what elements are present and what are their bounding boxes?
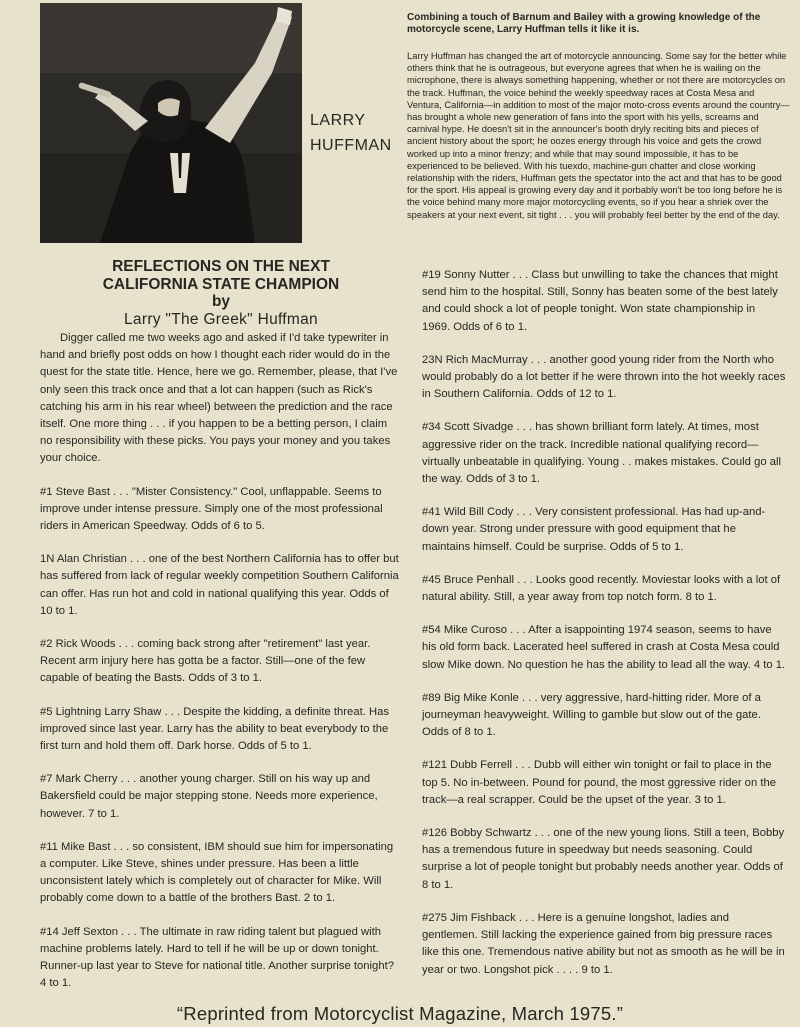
rider-entry: #41 Wild Bill Cody . . . Very consistent professional. Has had up-and-down year. Strong under pressure with good equipment that he maintains himself. Could be surprise. Odds of 5 to 1. [422,506,766,553]
rider-entry: #126 Bobby Schwartz . . . one of the new young lions. Still a teen, Bobby has a tremendous future in speedway but needs seasoning. Could surprise a lot of people tonight but probably needs another year. Odds of 8 to 1. [422,827,785,891]
rider-entry: 23N Rich MacMurray . . . another good young rider from the North who would probably do a lot better if he were thrown into the hot weekly races in Southern California. Odds of 12 to 1. [422,353,786,401]
reprint-credit: “Reprinted from Motorcyclist Magazine, March 1975.” [176,1003,624,1024]
article-title-block [40,258,402,328]
rider-entry: #7 Mark Cherry . . . another young charger. Still on his way up and Bakersfield could be major stepping stone. Needs more experience, however. 7 to 1. [40,773,378,820]
rider-entry: #11 Mike Bast . . . so consistent, IBM should sue him for impersonating a computer. Like Steve, shines under pressure. Has been a little unconsistent lately which is completely out of character for Mike. Will probably come down to a battle of the brothers Bast. 2 to 1. [40,840,394,905]
rider-entry: #14 Jeff Sexton . . . The ultimate in raw riding talent but plagued with machine problems lately. Hard to tell if he will be up or down tonight. Runner-up last year to Steve for national title. Another surprise tonight? 4 to 1. [40,925,394,990]
article-intro-paragraph: Digger called me two weeks ago and asked if I'd take typewriter in hand and briefly post odds on how I thought each rider would do in the quest for the state title. Hence, here we go. Remember, please, that I've only seen this track once and that a lot can happen (such as Rick's catching his arm in his rear wheel) between the prediction and the race itself. One more thing . . . if you happen to be a betting person, I claim no responsibility with these picks. You pays your money and you takes your choice. [40,332,398,465]
rider-entry: #121 Dubb Ferrell . . . Dubb will either win tonight or fail to place in the top 5. No in-between. Pound for pound, the most ggressive rider on the track—a real scrapper. Could be the upset of the year. 3 to 1. [422,759,776,806]
caption-line-2: HUFFMAN [310,137,392,154]
intro-body: Larry Huffman has changed the art of motorcycle announcing. Some say for the better while others think that he is outrageous, but everyone agrees that when he is wailing on the microphone, there is always something happening, whether or not there are motorcycles on the track. Huffman, the voice behind the weekly speedway races at Costa Mesa and Ventura, California—in addition to most of the major moto-cross events around the country—has brought a whole new generation of fans into the sport with his yells, screams and carnival hype. He doesn't sit in the announcer's booth dryly reciting bits and pieces of ancient history about the sport; he oozes energy through his voice and gets the crowd worked up into a minor frenzy; and while that may sound impossible, it has to be experienced to be believed. With his tuexdo, machine-gun chatter and close working relationship with the riders, Huffman gets the spectator into the act and that has to be good for the sport. His appeal is growing every day and it porbably won't be too long before he is the voice behind many more major motorcycling events, so if you hear a shriek over the speakers at your next event, sit tight . . . you will probably feel better by the end of the day. [407,51,790,220]
rider-entry: #54 Mike Curoso . . . After a isappointing 1974 season, seems to have his old form back. Lacerated heel suffered in crash at Costa Mesa could slow Mike down. No question he has the ability to lead all the way. 4 to 1. [422,624,786,671]
article-title-line-2: CALIFORNIA STATE CHAMPION [102,275,340,293]
byline-by: by [211,293,231,310]
rider-entry: #5 Lightning Larry Shaw . . . Despite the kidding, a definite threat. Has improved since last year. Larry has the ability to beat everybody to the first turn and hold them off. Dark horse. Odds of 5 to 1. [40,705,389,753]
rider-entry: #45 Bruce Penhall . . . Looks good recently. Moviestar looks with a lot of natural ability. Still, a year away from top notch form. 8 to 1. [422,573,781,604]
rider-entry: 1N Alan Christian . . . one of the best Northern California has to offer but has suffered from lack of regular weekly competition Southern California can offer. Has run hot and cold in national qualifying this year. Odds of 10 to 1. [40,553,399,617]
right-column [422,267,786,995]
rider-entry: #19 Sonny Nutter . . . Class but unwilling to take the chances that might send him to the hospital. Still, Sonny has beaten some of the best lately and could shock a lot of people tonight. Won state championship in 1969. Odds of 6 to 1. [422,269,778,333]
announcer-photo [40,3,302,243]
rider-entry: #275 Jim Fishback . . . Here is a genuine longshot, ladies and gentlemen. Still lacking the experience gained from big pressure races like this one. Tremendous native ability but not as smooth as he will be in year or two. Longshot pick . . . . 9 to 1. [422,911,785,976]
caption-line-1: LARRY [310,112,366,129]
rider-entry: #1 Steve Bast . . . "Mister Consistency." Cool, unflappable. Seems to improve under intense pressure. Simply one of the most professional riders in American Speedway. Odds of 6 to 5. [40,485,383,533]
rider-entry: #89 Big Mike Konle . . . very aggressive, hard-hitting rider. More of a journeyman heavyweight. Willing to gamble but slow out of the gate. Odds of 8 to 1. [422,691,761,739]
rider-entry: #2 Rick Woods . . . coming back strong after "retirement" last year. Recent arm injury here has gotta be a factor. Still—one of the few capable of beating the Basts. Odds of 3 to 1. [40,638,371,685]
left-column [40,330,402,1009]
rider-entry: #34 Scott Sivadge . . . has shown brilliant form lately. At times, most aggressive rider on the track. Incredible national qualifying record—virtually unbeatable in qualifying. Young . . makes mistakes. Could go all the way. Odds of 3 to 1. [422,421,781,486]
byline-author: Larry "The Greek" Huffman [124,310,318,328]
photo-caption [310,108,390,158]
intro-deck: Combining a touch of Barnum and Bailey with a growing knowledge of the motorcycle scene, Larry Huffman tells it like it is. [407,12,761,35]
article-title-line-1: REFLECTIONS ON THE NEXT [112,258,330,275]
